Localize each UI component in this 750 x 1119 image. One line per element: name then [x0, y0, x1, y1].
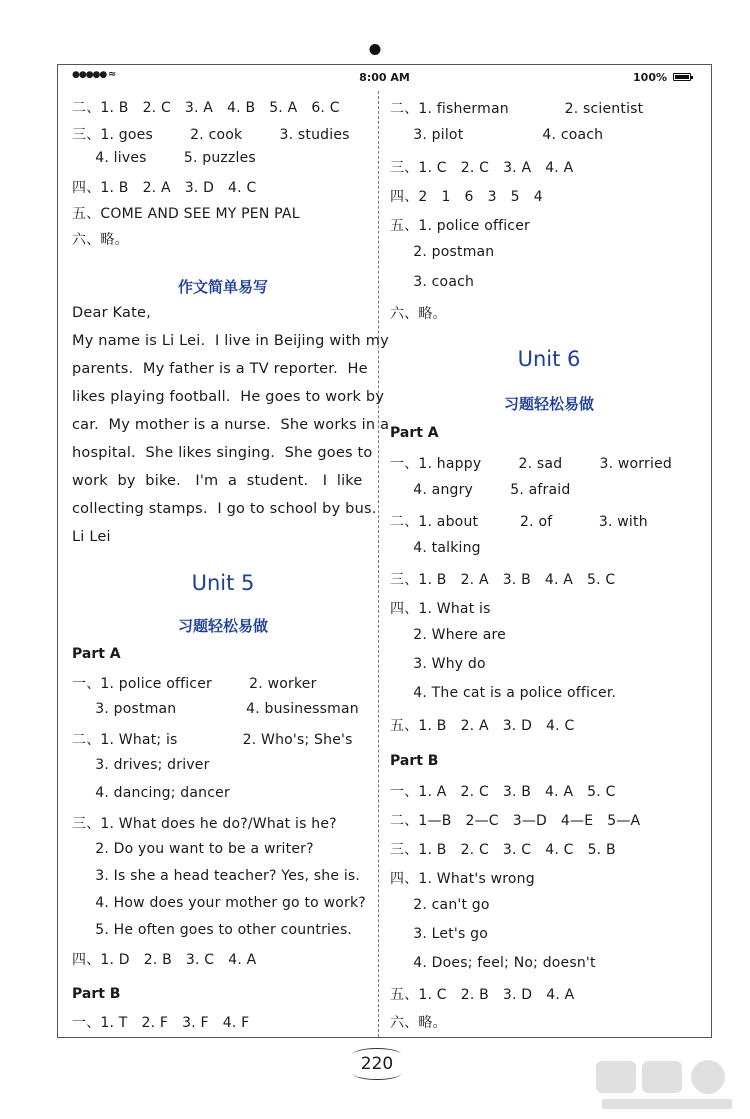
essay-line: Dear Kate, [72, 305, 151, 321]
answer-line: 2. postman [390, 244, 495, 260]
answer-line: 二、1. fisherman 2. scientist [390, 101, 644, 117]
answer-line: 2. Where are [390, 627, 506, 643]
page-number: 220 [351, 1051, 403, 1077]
answer-line: 5. He often goes to other countries. [72, 922, 353, 938]
battery-percent: 100% [633, 71, 667, 84]
unit-title: Unit 6 [517, 347, 581, 371]
answer-line: 3. coach [390, 274, 475, 290]
essay-line: parents. My father is a TV reporter. He [72, 361, 368, 377]
answer-line: 4. dancing; dancer [72, 785, 230, 801]
answer-line: 二、1. What; is 2. Who's; She's [72, 732, 353, 748]
answer-line: 五、1. police officer [390, 218, 530, 234]
essay-line: work by bike. I'm a student. I like [72, 473, 363, 489]
answer-line: 二、1—B 2—C 3—D 4—E 5—A [390, 813, 641, 829]
battery-icon [673, 73, 691, 81]
answer-line: 六、略。 [390, 306, 447, 322]
answer-line: 三、1. B 2. A 3. B 4. A 5. C [390, 572, 616, 588]
answer-line: 五、1. C 2. B 3. D 4. A [390, 987, 575, 1003]
answer-line: 五、1. B 2. A 3. D 4. C [390, 718, 575, 734]
part-label: Part B [390, 753, 439, 769]
answer-line: 一、1. police officer 2. worker [72, 676, 317, 692]
answer-line: 3. Is she a head teacher? Yes, she is. [72, 868, 361, 884]
wifi-icon: ≈ [108, 69, 117, 80]
answer-line: 四、1. D 2. B 3. C 4. A [72, 952, 257, 968]
section-heading: 习题轻松易做 [503, 395, 594, 413]
answer-line: 4. angry 5. afraid [390, 482, 571, 498]
part-label: Part A [390, 425, 439, 441]
answer-line: 二、1. about 2. of 3. with [390, 514, 648, 530]
answer-line: 三、1. C 2. C 3. A 4. A [390, 160, 574, 176]
essay-line: collecting stamps. I go to school by bus. [72, 501, 377, 517]
answer-line: 4. Does; feel; No; doesn't [390, 955, 596, 971]
section-heading: 习题轻松易做 [177, 617, 268, 635]
answer-line: 3. postman 4. businessman [72, 701, 359, 717]
answer-line: 五、COME AND SEE MY PEN PAL [72, 206, 300, 222]
answer-line: 一、1. happy 2. sad 3. worried [390, 456, 672, 472]
answer-line: 四、1. What is [390, 601, 491, 617]
essay-line: My name is Li Lei. I live in Beijing with my [72, 333, 389, 349]
answer-line: 3. Why do [390, 656, 486, 672]
answer-line: 四、1. What's wrong [390, 871, 535, 887]
answer-line: 4. The cat is a police officer. [390, 685, 617, 701]
essay-line: hospital. She likes singing. She goes to [72, 445, 373, 461]
watermark-logo-icon [592, 1055, 742, 1115]
answer-line: 四、1. B 2. A 3. D 4. C [72, 180, 257, 196]
answer-line: 3. drives; driver [72, 757, 210, 773]
part-label: Part B [72, 986, 121, 1002]
part-label: Part A [72, 646, 121, 662]
answer-line: 二、1. B 2. C 3. A 4. B 5. A 6. C [72, 100, 340, 116]
camera-dot [370, 44, 381, 55]
essay-line: car. My mother is a nurse. She works in a [72, 417, 390, 433]
tablet-screen [57, 64, 712, 1038]
answer-line: 六、略。 [72, 232, 129, 248]
answer-line: 六、略。 [390, 1015, 447, 1031]
essay-line: likes playing football. He goes to work by [72, 389, 385, 405]
answer-line: 2. Do you want to be a writer? [72, 841, 314, 857]
essay-line: Li Lei [72, 529, 111, 545]
signal-icon: ●●●●● [72, 70, 107, 80]
answer-line: 一、1. T 2. F 3. F 4. F [72, 1015, 250, 1031]
answer-line: 3. pilot 4. coach [390, 127, 604, 143]
answer-line: 三、1. goes 2. cook 3. studies [72, 127, 350, 143]
answer-line: 3. Let's go [390, 926, 488, 942]
answer-line: 三、1. B 2. C 3. C 4. C 5. B [390, 842, 616, 858]
answer-line: 4. How does your mother go to work? [72, 895, 366, 911]
status-time: 8:00 AM [359, 71, 410, 84]
answer-line: 4. talking [390, 540, 481, 556]
answer-line: 一、1. A 2. C 3. B 4. A 5. C [390, 784, 616, 800]
essay-heading: 作文简单易写 [177, 278, 268, 296]
answer-line: 三、1. What does he do?/What is he? [72, 816, 337, 832]
answer-line: 4. lives 5. puzzles [72, 150, 256, 166]
answer-line: 2. can't go [390, 897, 490, 913]
unit-title: Unit 5 [191, 571, 255, 595]
column-divider [378, 91, 379, 1037]
status-bar [58, 65, 711, 89]
answer-line: 四、2 1 6 3 5 4 [390, 189, 543, 205]
